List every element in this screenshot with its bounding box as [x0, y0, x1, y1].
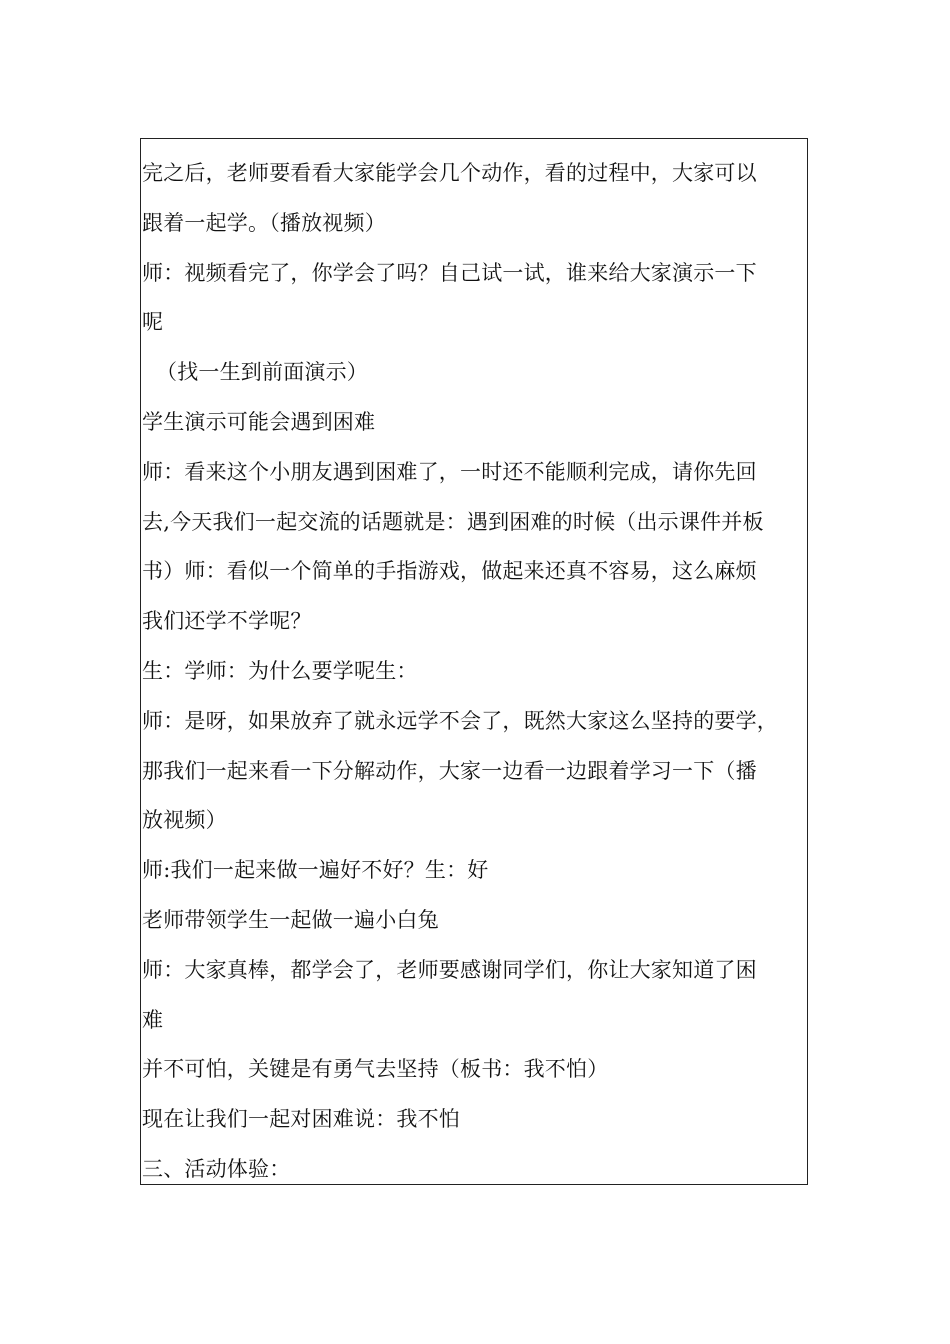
text-line: 完之后，老师要看看大家能学会几个动作，看的过程中，大家可以	[142, 161, 757, 185]
text-line: 师：视频看完了，你学会了吗？自己试一试，谁来给大家演示一下	[142, 260, 757, 285]
text-line: 那我们一起来看一下分解动作，大家一边看一边跟着学习一下（播	[142, 758, 757, 783]
text-line: 老师带领学生一起做一遍小白兔	[142, 907, 439, 932]
text-line: 我们还学不学呢？	[142, 609, 312, 634]
text-line: 放视频）	[142, 808, 227, 833]
text-line: 师：大家真棒，都学会了，老师要感谢同学们，你让大家知道了困	[142, 957, 757, 982]
text-line: 书）师：看似一个简单的手指游戏，做起来还真不容易，这么麻烦	[142, 559, 757, 584]
text-line: 并不可怕，关键是有勇气去坚持（板书：我不怕）	[142, 1057, 609, 1082]
text-line: 师：是呀，如果放弃了就永远学不会了，既然大家这么坚持的要学，	[142, 708, 778, 733]
text-line: （找一生到前面演示）	[156, 360, 368, 385]
text-line: 生：学师：为什么要学呢生：	[142, 658, 418, 683]
document-body	[142, 149, 806, 1185]
text-line: 现在让我们一起对困难说：我不怕	[142, 1107, 460, 1132]
text-line: 难	[142, 1007, 164, 1032]
text-line: 师：看来这个小朋友遇到困难了，一时还不能顺利完成，请你先回	[142, 459, 757, 484]
text-line: 跟着一起学。（播放视频）	[142, 210, 386, 235]
text-line: 三、活动体验：	[142, 1156, 291, 1181]
text-line: 呢	[142, 310, 164, 335]
text-line: 去,今天我们一起交流的话题就是：遇到困难的时候（出示课件并板	[142, 509, 764, 534]
text-line: 师:我们一起来做一遍好不好？生：好	[142, 858, 489, 883]
document-frame	[140, 138, 808, 1185]
text-line: 学生演示可能会遇到困难	[142, 409, 376, 434]
